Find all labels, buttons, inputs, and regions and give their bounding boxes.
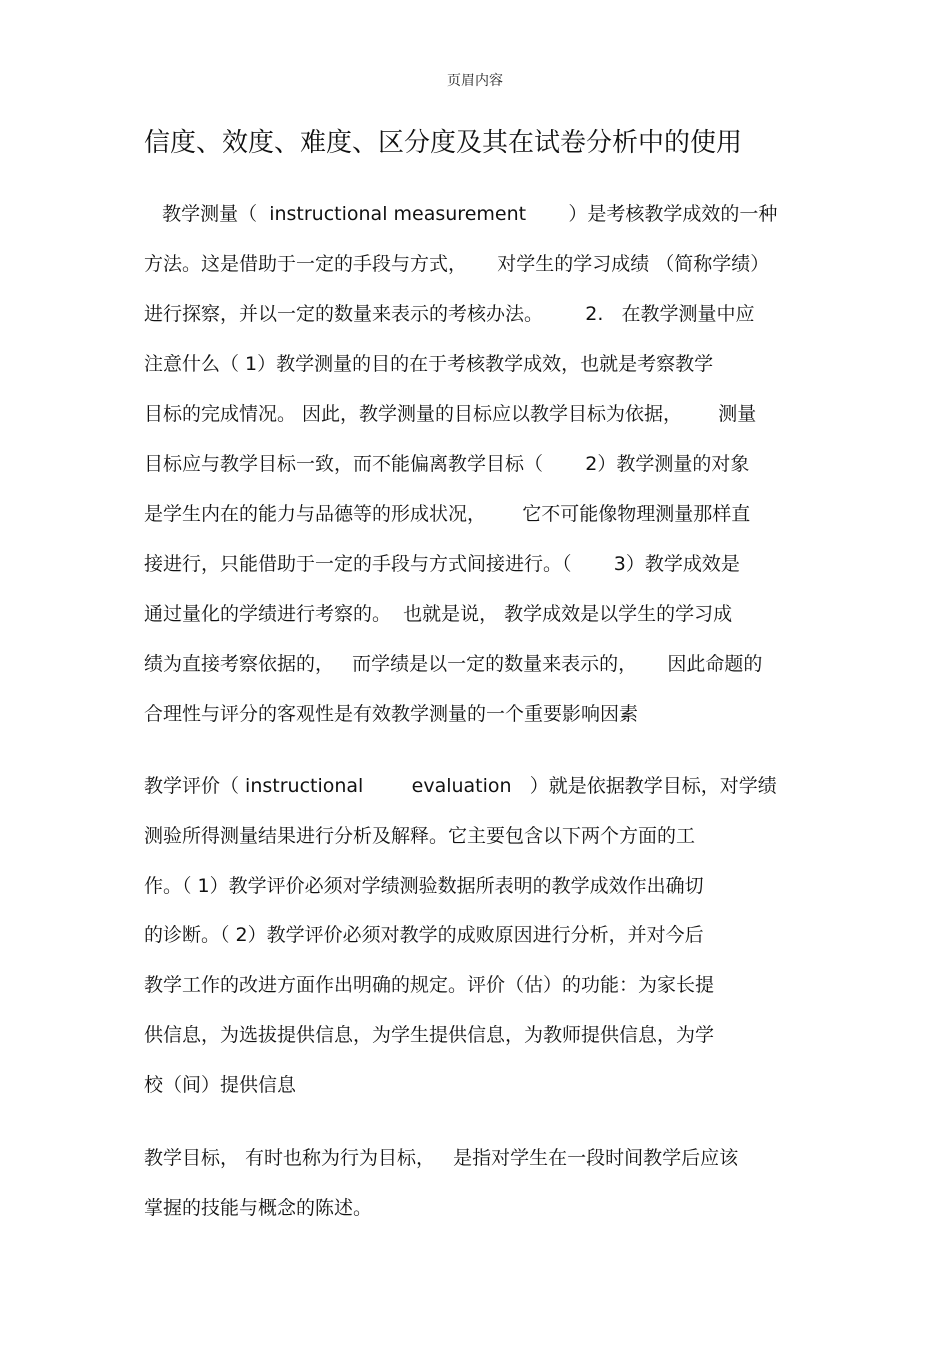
text-line: 教学目标， 有时也称为行为目标， 是指对学生在一段时间教学后应该 <box>144 1147 739 1169</box>
text-line: 教学测量（ instructional measurement ）是考核教学成效的一种 <box>144 203 778 225</box>
text-line: 供信息，为选拔提供信息，为学生提供信息，为教师提供信息，为学 <box>144 1024 715 1046</box>
text-line: 进行探察，并以一定的数量来表示的考核办法。 2. 在教学测量中应 <box>144 303 755 325</box>
page-header: 页眉内容 <box>447 73 503 89</box>
text-line: 方法。这是借助于一定的手段与方式， 对学生的学习成绩 （简称学绩） <box>144 253 770 275</box>
text-line: 是学生内在的能力与品德等的形成状况， 它不可能像物理测量那样直 <box>144 503 751 525</box>
text-line: 教学工作的改进方面作出明确的规定。评价（估）的功能：为家长提 <box>144 974 715 996</box>
text-line: 教学评价（ instructional evaluation ）就是依据教学目标，对学绩 <box>144 775 777 797</box>
document-title: 信度、效度、难度、区分度及其在试卷分析中的使用 <box>144 128 743 158</box>
text-line: 接进行，只能借助于一定的手段与方式间接进行。（ 3）教学成效是 <box>144 553 740 575</box>
text-line: 目标应与教学目标一致，而不能偏离教学目标（ 2）教学测量的对象 <box>144 453 750 475</box>
text-line: 校（间）提供信息 <box>144 1074 297 1096</box>
text-line: 合理性与评分的客观性是有效教学测量的一个重要影响因素 <box>144 703 639 725</box>
text-line: 测验所得测量结果进行分析及解释。它主要包含以下两个方面的工 <box>144 825 696 847</box>
text-line: 的诊断。（ 2）教学评价必须对教学的成败原因进行分析，并对今后 <box>144 924 704 946</box>
text-line: 掌握的技能与概念的陈述。 <box>144 1197 373 1219</box>
text-line: 注意什么（ 1）教学测量的目的在于考核教学成效，也就是考察教学 <box>144 353 714 375</box>
text-line: 绩为直接考察依据的， 而学绩是以一定的数量来表示的， 因此命题的 <box>144 653 763 675</box>
text-line: 目标的完成情况。 因此，教学测量的目标应以教学目标为依据， 测量 <box>144 403 757 425</box>
text-line: 通过量化的学绩进行考察的。 也就是说， 教学成效是以学生的学习成 <box>144 603 733 625</box>
text-line: 作。（ 1）教学评价必须对学绩测验数据所表明的教学成效作出确切 <box>144 875 704 897</box>
